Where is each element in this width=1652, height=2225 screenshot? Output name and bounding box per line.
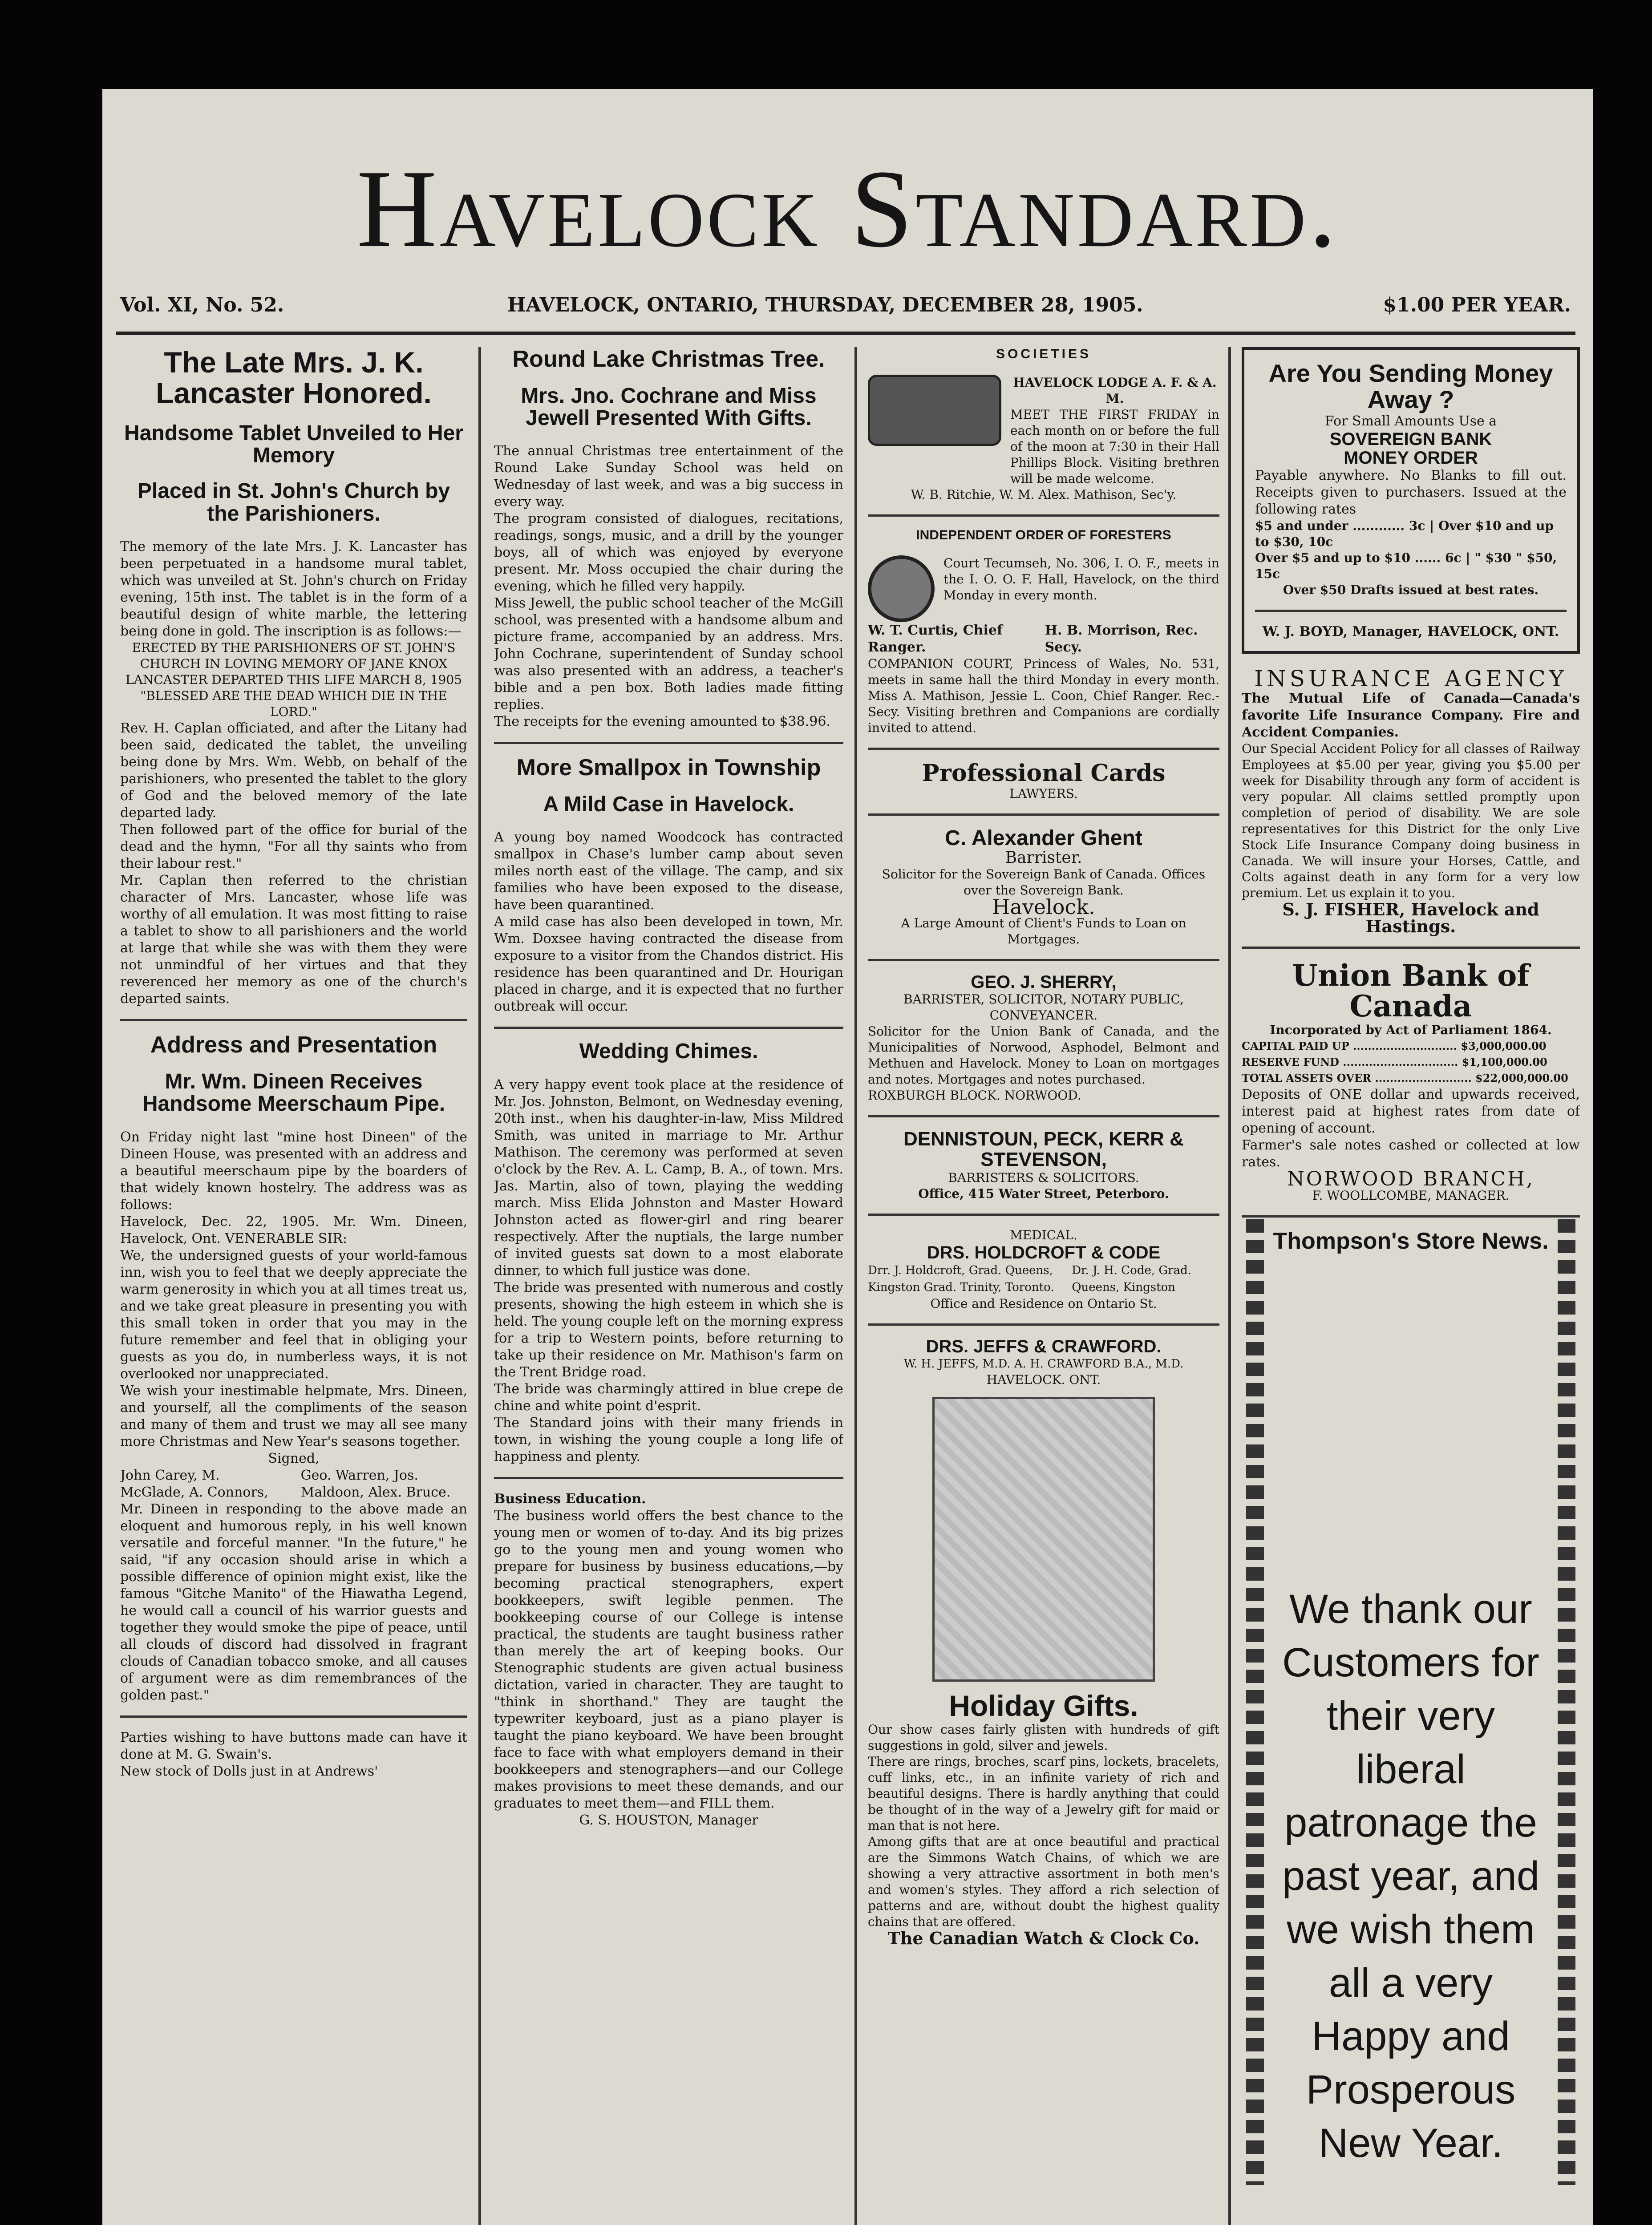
column-4 xyxy=(1242,347,1580,2225)
shopping-illustration-icon xyxy=(932,1397,1155,1682)
top-rule xyxy=(116,332,1575,335)
foresters-emblem-icon xyxy=(868,555,935,622)
article-paragraph: The Standard joins with their many friends in town, in wishing the young couple a long life of happiness and plenty. xyxy=(494,1415,843,1464)
agent-signature: S. J. FISHER, Havelock and Hastings. xyxy=(1282,899,1539,937)
local-notice: Parties wishing to have buttons made can have it done at M. G. Swain's. xyxy=(120,1729,467,1762)
local-notice: New stock of Dolls just in at Andrews' xyxy=(120,1763,378,1779)
doctor-credentials xyxy=(868,1262,1219,1296)
ad-paragraph: Farmer's sale notes cashed or collected at low rates. xyxy=(1242,1137,1580,1170)
ad-text: Incorporated by Act of Parliament 1864. xyxy=(1270,1022,1552,1037)
article-paragraph: A very happy event took place at the residence of Mr. Jos. Johnston, Belmont, on Wednesday evening, 20th inst., when his daughter-in-law, Miss Mildred Smith, was united in marriage to Mr. Arthur Mathison. The ceremony was performed at seven o'clock by the Rev. A. L. Camp, B. A., of town. Mrs. Jas. Martin, also of town, playing the wedding march. Miss Elida Johnston and Master Howard Johnston acted as flower-girl and ring bearer respectively. After the nuptials, the large number of invited guests sat down to a most elaborate dinner, to which full justice was done. xyxy=(494,1076,843,1278)
professional-cards-header: Professional Cards xyxy=(922,760,1166,787)
companion-court: COMPANION COURT, Princess of Wales, No. 531, meets in same hall the third Monday in every month. Miss A. Mathison, Jessie L. Coon, Chief Ranger. Rec.-Secy. Visiting brethren and Companions are cordially invited to attend. xyxy=(868,656,1219,735)
branch-name: NORWOOD BRANCH, xyxy=(1287,1167,1535,1190)
bank-name: Union Bank of Canada xyxy=(1292,958,1530,1024)
ornamental-border-icon xyxy=(1558,1219,1575,2185)
doctor-office: Office and Residence on Ontario St. xyxy=(930,1296,1157,1311)
dateline xyxy=(120,294,1571,325)
iof-header: INDEPENDENT ORDER OF FORESTERS xyxy=(916,527,1171,542)
article-paragraph: The memory of the late Mrs. J. K. Lancaster has been perpetuated in a handsome mural tablet, which was unveiled at St. John's church on Friday evening, 15th inst. The tablet is in the form of a beautiful design of white marble, the lettering being done in gold. The inscription is as follows:— xyxy=(120,539,467,639)
volume-number: Vol. XI, No. 52. xyxy=(120,294,284,316)
societies-header: SOCIETIES xyxy=(996,347,1092,361)
doctor-credentials-right: Dr. J. H. Code, Grad. Queens, Kingston xyxy=(1072,1264,1192,1295)
lawyer-text: Solicitor for the Sovereign Bank of Canada. Offices over the Sovereign Bank. xyxy=(882,866,1206,898)
lodge-officers: W. B. Ritchie, W. M. Alex. Mathison, Sec'y. xyxy=(911,487,1177,502)
ad-text: Payable anywhere. No Blanks to fill out. Receipts given to purchasers. Issued at the following rates xyxy=(1255,467,1567,517)
lodge-text: MEET THE FIRST FRIDAY in each month on or before the full of the moon at 7:30 in their Hall Phillips Block. Visiting brethren will be made welcome. xyxy=(1010,407,1219,486)
iof-officers xyxy=(868,622,1219,656)
article-headline: The Late Mrs. J. K. Lancaster Honored. xyxy=(156,347,432,410)
article-paragraph: A mild case has also been developed in town, Mr. Wm. Doxsee having contracted the disease from exposure to a visitor from the Chandos district. His residence has been quarantined and Dr. Hourigan placed in charge, and it is expected that no further outbreak will occur. xyxy=(494,914,843,1015)
doctor-town: HAVELOCK. ONT. xyxy=(986,1372,1101,1388)
article-paragraph: Mr. Dineen in responding to the above made an eloquent and humorous reply, in his well known versatile and forceful manner. "In the future," he said, "if any occasion should arise in which a possible difference of opinion might exist, like the famous "Gitche Manito" of the Hiawatha Legend, he would call a council of his warrior guests and together they would smoke the pipe of peace, until all clouds of discord had dissolved in fragrant clouds of Canadian tobacco smoke, and all causes of argument were as dim remembrances of the golden past." xyxy=(120,1501,467,1703)
lawyer-name: DENNISTOUN, PECK, KERR & STEVENSON, xyxy=(903,1128,1184,1171)
ad-headline: Thompson's Store News. xyxy=(1273,1228,1549,1254)
masthead: Havelock Standard. xyxy=(356,147,1339,271)
ad-paragraph: There are rings, broches, scarf pins, lockets, bracelets, cuff links, etc., in an infinite variety of rich and beautiful designs. There is hardly anything that could be thought of in the way of a Jewelry gift for maid or man that is not here. xyxy=(868,1754,1219,1833)
section-label: MEDICAL. xyxy=(1010,1228,1077,1243)
ad-signature: The Canadian Watch & Clock Co. xyxy=(887,1928,1200,1948)
article-subhead: A Mild Case in Havelock. xyxy=(543,792,794,816)
section-label: LAWYERS. xyxy=(1009,786,1078,801)
article-headline: More Smallpox in Township xyxy=(516,755,821,781)
article-paragraph: Then followed part of the office for burial of the dead and the hymn, "For all thy saints who from their labour rest." xyxy=(120,822,467,872)
bank-figure: TOTAL ASSETS OVER .......................... $22,000,000.00 xyxy=(1242,1071,1568,1084)
lawyer-office: Office, 415 Water Street, Peterboro. xyxy=(918,1186,1169,1202)
article-headline: Wedding Chimes. xyxy=(579,1040,758,1064)
article-paragraph: The receipts for the evening amounted to $38.96. xyxy=(494,714,830,730)
ad-text: For Small Amounts Use a xyxy=(1324,413,1497,429)
lawyer-name: GEO. J. SHERRY, xyxy=(971,972,1117,992)
branch-manager: F. WOOLLCOMBE, MANAGER. xyxy=(1312,1188,1510,1203)
lawyer-office: ROXBURGH BLOCK. NORWOOD. xyxy=(868,1088,1081,1103)
rate-line: Over $5 and up to $10 ...... 6c | " $30 " $50, 15c xyxy=(1255,550,1557,581)
article-paragraph: We wish your inestimable helpmate, Mrs. Dineen, and yourself, all the compliments of the season and many of them and trust we may all see many more Christmas and New Year's seasons together. xyxy=(120,1383,467,1449)
bank-figure: RESERVE FUND ............................... $1,100,000.00 xyxy=(1242,1055,1547,1068)
article-paragraph: The program consisted of dialogues, recitations, readings, songs, music, and a drill by the younger boys, all of which was enjoyed by everyone present. Mr. Moss occupied the chair during the evening, which he filled very happily. xyxy=(494,511,843,595)
article-paragraph: We, the undersigned guests of your world-famous inn, wish you to feel that we deeply appreciate the warm generosity in which you at all times treat us, and we take great pleasure in presenting you with this small token in order that you may in the future remember and feel that in obliging your guests as you do, in numberless ways, it is not overlooked nor unappreciated. xyxy=(120,1247,467,1382)
article-paragraph: On Friday night last "mine host Dineen" of the Dineen House, was presented with an address and a beautiful meerschaum pipe by the boarders of that widely known hostelry. The address was as follows: xyxy=(120,1129,467,1213)
iof-text: Court Tecumseh, No. 306, I. O. F., meets in the I. O. O. F. Hall, Havelock, on the third Monday in every month. xyxy=(943,556,1219,603)
article-paragraph: The business world offers the best chance to the young men or women of to-day. And its big prizes go to the young men and young women who prepare for business by business educations,—by becoming practical stenographers, expert bookkeepers, swift legible penmen. The bookkeeping course of our College is intense practical, the students are taught business rather than merely the art of keeping books. Our Stenographic students are given actual business dictation, varied in character. They are taught to "think in shorthand." They are taught the typewriter keyboard, just as a piano player is taught the piano keyboard. We have been brought face to face with what employers demand in their bookkeepers and stenographers—and our College makes provisions to meet these demands, and our graduates to meet them—and FILL them. xyxy=(494,1508,843,1811)
article-paragraph: Mr. Caplan then referred to the christian character of Mrs. Lancaster, whose life was worthy of all emulation. It was most fitting to raise a tablet to show to all parishioners and the world at large that while she was with them they were not unmindful of her virtues and that they reverenced her memory as one of the church's departed saints. xyxy=(120,873,467,1007)
place-date: HAVELOCK, ONTARIO, THURSDAY, DECEMBER 28, 1905. xyxy=(507,294,1143,316)
bank-manager: W. J. BOYD, Manager, HAVELOCK, ONT. xyxy=(1262,623,1559,639)
sovereign-bank-ad xyxy=(1242,347,1580,654)
doctor-name: DRS. HOLDCROFT & CODE xyxy=(927,1243,1161,1263)
tablet-inscription: ERECTED BY THE PARISHIONERS OF ST. JOHN'S CHURCH IN LOVING MEMORY OF JANE KNOX LANCASTER DEPARTED THIS LIFE MARCH 8, 1905 xyxy=(126,640,462,688)
ad-paragraph: Our Special Accident Policy for all classes of Railway Employees at $5.00 per year, giving you $5.00 per week for Disability through any form of accident is very popular. All claims settled promptly upon completion of period of disability. We are sole representatives for this District for the only Live Stock Life Insurance Company doing business in Canada. We will insure your Horses, Cattle, and Colts against death in any form for a very low premium. Let us explain it to you. xyxy=(1242,741,1580,901)
article-paragraph: The bride was presented with numerous and costly presents, showing the high esteem in which she is held. The young couple left on the morning express for a trip to Western points, before returning to take up their residence on Mr. Mathison's farm on the Trent Bridge road. xyxy=(494,1279,843,1380)
article-paragraph: Rev. H. Caplan officiated, and after the Litany had been said, dedicated the tablet, the unveiling being done by Mrs. Wm. Webb, on behalf of the parishioners, who presented the tablet to the glory of God and the beloved memory of the late departed lady. xyxy=(120,720,467,821)
lawyer-name: C. Alexander Ghent xyxy=(945,826,1142,850)
article-subhead: Mrs. Jno. Cochrane and Miss Jewell Presented With Gifts. xyxy=(521,384,817,430)
store-message: We thank our Customers for their very liberal patronage the past year, and we wish them all a very Happy and Prosperous New Year. xyxy=(1282,1586,1539,2166)
ad-paragraph: Our show cases fairly glisten with hundreds of gift suggestions in gold, silver and jewels. xyxy=(868,1722,1219,1753)
iof-officer-left: W. T. Curtis, Chief Ranger. xyxy=(868,623,1003,655)
money-order-label: MONEY ORDER xyxy=(1344,448,1478,468)
insurance-company: The Mutual Life of Canada—Canada's favorite Life Insurance Company. Fire and Accident Companies. xyxy=(1242,691,1580,740)
rate-line: $5 and under ............ 3c | Over $10 and up to $30, 10c xyxy=(1255,518,1554,549)
newspaper-page xyxy=(102,89,1593,2225)
article-subhead: Mr. Wm. Dineen Receives Handsome Meerschaum Pipe. xyxy=(142,1069,445,1116)
address-heading: Havelock, Dec. 22, 1905. Mr. Wm. Dineen, Havelock, Ont. VENERABLE SIR: xyxy=(120,1214,467,1246)
lawyer-title: Barrister. xyxy=(1005,848,1082,867)
lawyer-title: BARRISTERS & SOLICITORS. xyxy=(948,1170,1139,1185)
iof-officer-right: H. B. Morrison, Rec. Secy. xyxy=(1045,623,1198,655)
doctor-credentials: W. H. JEFFS, M.D. A. H. CRAWFORD B.A., M.D. xyxy=(903,1357,1184,1371)
article-headline: Business Education. xyxy=(494,1491,646,1507)
column-divider xyxy=(478,347,481,2225)
signatures-right: Geo. Warren, Jos. Maldoon, Alex. Bruce. xyxy=(300,1467,451,1500)
lawyer-text: Solicitor for the Union Bank of Canada, and the Municipalities of Norwood, Asphodel, Belmont and Methuen and Havelock. Money to Loan on mortgages and notes. Mortgages and notes purchased. xyxy=(868,1024,1219,1087)
ad-headline: Holiday Gifts. xyxy=(949,1689,1138,1723)
ad-paragraph: Deposits of ONE dollar and upwards received, interest paid at highest rates from date of opening of account. xyxy=(1242,1086,1580,1136)
tablet-quote: "BLESSED ARE THE DEAD WHICH DIE IN THE LORD." xyxy=(140,688,447,720)
thompson-store-ad xyxy=(1242,1229,1580,2225)
ad-headline: INSURANCE AGENCY xyxy=(1254,665,1567,692)
ad-paragraph: Among gifts that are at once beautiful and practical are the Simmons Watch Chains, of which we are showing a very attractive assortment in both men's and women's styles. They afford a rich selection of patterns and are, without doubt the highest quality chains that are offered. xyxy=(868,1834,1219,1929)
article-paragraph: The bride was charmingly attired in blue crepe de chine and white point d'esprit. xyxy=(494,1381,843,1414)
lawyer-title: BARRISTER, SOLICITOR, NOTARY PUBLIC, CONVEYANCER. xyxy=(903,991,1184,1023)
column-divider xyxy=(1228,347,1231,2225)
doctor-credentials-left: Drr. J. Holdcroft, Grad. Queens, Kingston Grad. Trinity, Toronto. xyxy=(868,1264,1054,1295)
column-3 xyxy=(868,347,1219,2225)
column-2 xyxy=(494,347,843,2225)
doctor-name: DRS. JEFFS & CRAWFORD. xyxy=(926,1337,1162,1357)
subscription-price: $1.00 PER YEAR. xyxy=(1383,294,1571,316)
lawyer-town: Havelock. xyxy=(992,894,1095,919)
masonic-lodge-card xyxy=(868,375,1219,487)
bank-name: SOVEREIGN BANK xyxy=(1329,429,1492,449)
masonic-emblem-icon xyxy=(868,375,1001,446)
iof-card xyxy=(868,555,1219,622)
ornamental-border-icon xyxy=(1246,1219,1264,2185)
signatures-left: John Carey, M. McGlade, A. Connors, xyxy=(120,1467,268,1500)
lawyer-note: A Large Amount of Client's Funds to Loan on Mortgages. xyxy=(901,915,1186,947)
article-subhead: Handsome Tablet Unveiled to Her Memory xyxy=(124,421,463,467)
bank-figure: CAPITAL PAID UP ............................ $3,000,000.00 xyxy=(1242,1039,1547,1052)
signatures xyxy=(120,1467,467,1501)
rate-line: Over $50 Drafts issued at best rates. xyxy=(1283,582,1539,597)
article-paragraph: Miss Jewell, the public school teacher of the McGill school, was presented with a handsome album and picture frame, accompanied by an address. Mrs. John Cochrane, superintendent of Sunday school was also presented with an address, a teacher's bible and a pen box. Both ladies made fitting replies. xyxy=(494,595,843,713)
lodge-name: HAVELOCK LODGE A. F. & A. M. xyxy=(1013,375,1217,406)
signed-label: Signed, xyxy=(268,1450,320,1466)
article-paragraph: A young boy named Woodcock has contracted smallpox in Chase's lumber camp about seven miles north east of the village. The camp, and six families who have been exposed to the disease, have been quarantined. xyxy=(494,829,843,913)
article-headline: Round Lake Christmas Tree. xyxy=(512,347,825,372)
article-signature: G. S. HOUSTON, Manager xyxy=(579,1812,758,1828)
ad-headline: Are You Sending Money Away ? xyxy=(1268,359,1553,413)
article-paragraph: The annual Christmas tree entertainment of the Round Lake Sunday School was held on Wednesday of last week, and was a big success in every way. xyxy=(494,443,843,510)
column-divider xyxy=(854,347,857,2225)
column-1 xyxy=(120,347,467,2225)
article-headline: Address and Presentation xyxy=(150,1032,437,1058)
article-subhead: Placed in St. John's Church by the Parishioners. xyxy=(137,479,450,526)
